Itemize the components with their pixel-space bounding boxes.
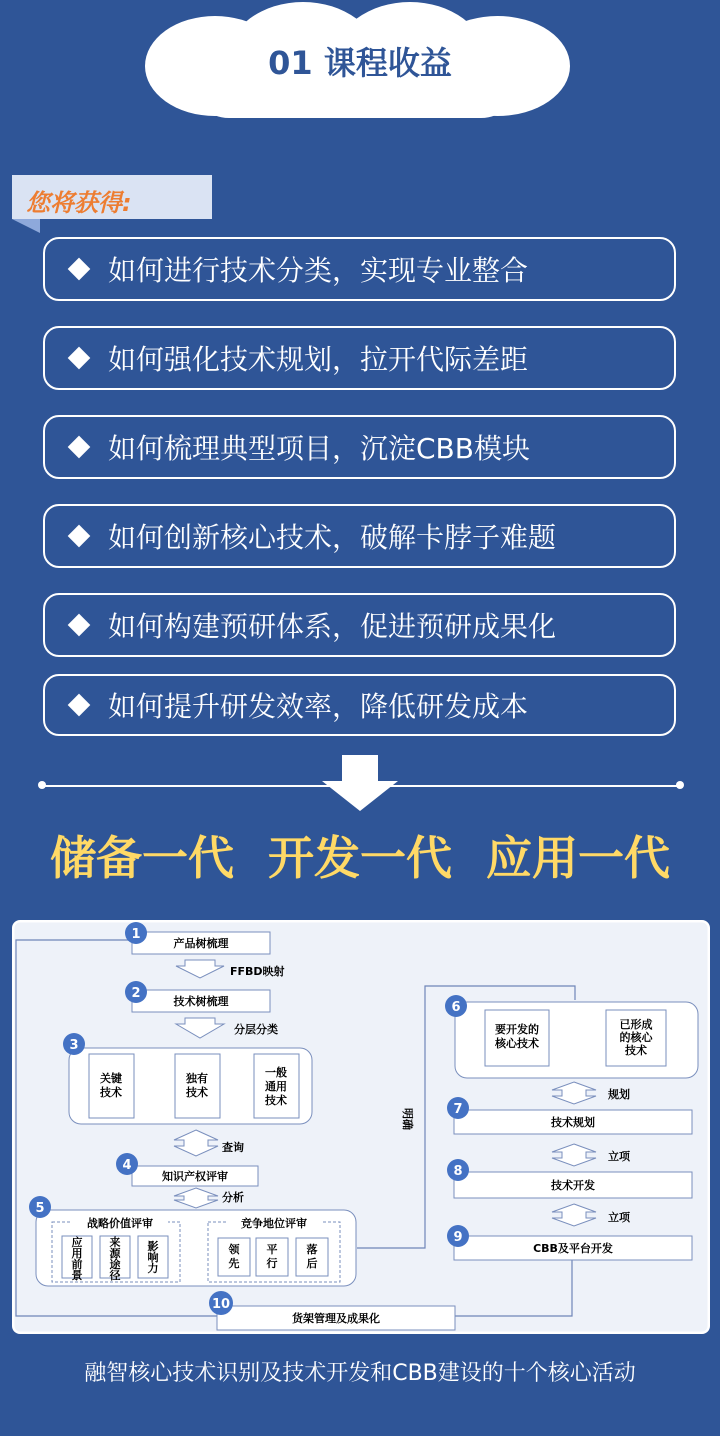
arrow-label-analyze: 分析 <box>222 1191 244 1204</box>
benefit-item <box>43 504 676 568</box>
step-number: 9 <box>453 1230 463 1245</box>
strategic-text: 前 <box>71 1258 83 1271</box>
step-number: 3 <box>69 1038 79 1053</box>
strategic-text: 影 <box>147 1240 159 1253</box>
strategic-text: 力 <box>147 1262 159 1275</box>
category-general-text: 通用 <box>265 1080 287 1093</box>
step-8-label: 技术开发 <box>551 1179 595 1192</box>
benefit-text: 如何梳理典型项目，沉淀CBB模块 <box>108 432 530 465</box>
step-number: 5 <box>35 1201 45 1216</box>
gain-tag-fold <box>12 219 40 233</box>
category-general-text: 一般 <box>265 1066 287 1079</box>
step-number: 8 <box>453 1164 463 1179</box>
diamond-icon <box>68 614 91 637</box>
divider-dot <box>676 781 684 789</box>
slogan-part: 开发一代 <box>268 831 452 885</box>
diamond-icon <box>68 347 91 370</box>
strategic-text: 应 <box>71 1236 83 1249</box>
strategic-text: 景 <box>71 1269 83 1282</box>
strategic-text: 来 <box>109 1236 121 1249</box>
diagram-caption: 融智核心技术识别及技术开发和CBB建设的十个核心活动 <box>84 1361 636 1386</box>
step-4-label: 知识产权评审 <box>162 1170 228 1183</box>
process-diagram <box>12 920 710 1334</box>
competitive-text: 平 <box>266 1243 278 1256</box>
competitive-text: 先 <box>228 1257 240 1270</box>
benefit-item <box>43 415 676 479</box>
diamond-icon <box>68 694 91 717</box>
arrow-label-clear: 明确 <box>401 1108 414 1130</box>
category-key-text: 关键 <box>100 1072 122 1085</box>
strategic-text: 途 <box>109 1258 121 1271</box>
competitive-text: 落 <box>306 1243 318 1256</box>
diamond-icon <box>68 525 91 548</box>
step-number: 10 <box>211 1297 231 1312</box>
benefit-text: 如何提升研发效率，降低研发成本 <box>108 690 529 723</box>
step-9-label: CBB及平台开发 <box>533 1242 613 1255</box>
category-unique-text: 独有 <box>186 1072 208 1085</box>
strategic-text: 径 <box>109 1269 121 1282</box>
strategic-review-title: 战略价值评审 <box>87 1217 153 1230</box>
step-number: 4 <box>122 1158 132 1173</box>
competitive-text: 行 <box>266 1257 278 1270</box>
diamond-icon <box>68 258 91 281</box>
competitive-text: 领 <box>228 1243 240 1256</box>
step-1-label: 产品树梳理 <box>173 937 229 950</box>
strategic-text: 响 <box>147 1251 159 1264</box>
competitive-text: 后 <box>306 1257 318 1270</box>
benefit-text: 如何创新核心技术，破解卡脖子难题 <box>108 521 557 554</box>
category-key-text: 技术 <box>100 1086 122 1099</box>
step-number: 7 <box>453 1102 463 1117</box>
step-number: 6 <box>451 1000 461 1015</box>
core-tech-text: 要开发的 <box>495 1023 539 1036</box>
step-number: 2 <box>131 986 141 1001</box>
slogan-part: 应用一代 <box>486 831 670 885</box>
divider-dot <box>38 781 46 789</box>
benefit-text: 如何进行技术分类，实现专业整合 <box>108 254 529 287</box>
arrow-label-ffbd: FFBD映射 <box>230 965 285 978</box>
arrow-label-plan: 规划 <box>608 1088 630 1101</box>
page-title: 01 课程收益 <box>268 44 452 82</box>
benefit-text: 如何强化技术规划，拉开代际差距 <box>108 343 529 376</box>
category-unique-text: 技术 <box>186 1086 208 1099</box>
strategic-text: 用 <box>71 1247 83 1260</box>
arrow-label-layer: 分层分类 <box>234 1023 278 1036</box>
category-general-text: 技术 <box>265 1094 287 1107</box>
gain-tag-label: 您将获得: <box>26 189 132 217</box>
core-tech-text: 的核心 <box>619 1031 653 1044</box>
step-2-label: 技术树梳理 <box>173 995 229 1008</box>
down-arrow-icon <box>322 755 398 811</box>
step-7-label: 技术规划 <box>551 1116 595 1129</box>
step-10-label: 货架管理及成果化 <box>292 1312 380 1325</box>
gain-tag <box>12 175 212 219</box>
arrow-label-query: 查询 <box>222 1141 244 1154</box>
core-tech-text: 技术 <box>625 1044 647 1057</box>
benefit-item <box>43 674 676 736</box>
competitive-review-title: 竞争地位评审 <box>241 1217 307 1230</box>
strategic-text: 源 <box>109 1247 121 1260</box>
arrow-label-setup-2: 立项 <box>608 1211 630 1224</box>
core-tech-text: 核心技术 <box>495 1037 539 1050</box>
benefit-text: 如何构建预研体系，促进预研成果化 <box>108 610 557 643</box>
benefit-item <box>43 237 676 301</box>
arrow-label-setup-1: 立项 <box>608 1150 630 1163</box>
slogan-part: 储备一代 <box>50 831 234 885</box>
benefit-item <box>43 326 676 390</box>
diamond-icon <box>68 436 91 459</box>
benefit-item <box>43 593 676 657</box>
step-number: 1 <box>131 927 141 942</box>
core-tech-text: 已形成 <box>619 1018 653 1031</box>
slogan <box>0 822 720 888</box>
